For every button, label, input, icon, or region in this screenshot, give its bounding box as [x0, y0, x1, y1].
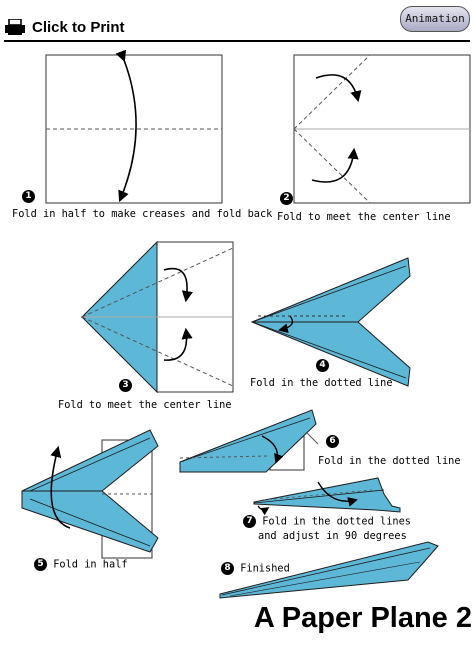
step-2-diagram	[294, 55, 470, 203]
step-8-caption: Finished	[240, 562, 290, 575]
step-7-caption: Fold in the dotted lines	[262, 515, 411, 528]
step-4-diagram	[252, 258, 410, 386]
step-3-diagram	[82, 242, 233, 392]
step-6-diagram	[180, 410, 318, 472]
step-2-number: 2	[280, 192, 293, 205]
step-4-number: 4	[316, 359, 329, 372]
step-6-caption: Fold in the dotted line	[318, 455, 461, 467]
step-5-label	[34, 558, 128, 572]
step-7-caption-line2: and adjust in 90 degrees	[258, 530, 407, 542]
step-1-diagram	[46, 55, 222, 203]
step-3-number: 3	[119, 379, 132, 392]
step-3-caption: Fold to meet the center line	[58, 399, 232, 411]
animation-button[interactable]: Animation	[400, 6, 470, 32]
print-label: Click to Print	[32, 18, 125, 36]
step-5-diagram	[22, 430, 158, 558]
step-8-label	[221, 562, 290, 576]
step-7-diagram	[254, 478, 400, 512]
step-1-number: 1	[22, 190, 35, 203]
step-5-caption: Fold in half	[53, 558, 128, 571]
page-title: A Paper Plane 2	[253, 602, 472, 634]
step-2-caption: Fold to meet the center line	[277, 211, 451, 223]
step-1-caption: Fold in half to make creases and fold back	[12, 208, 273, 220]
step-8-number: 8	[221, 562, 234, 575]
step-7-label	[243, 515, 411, 529]
step-4-caption: Fold in the dotted line	[250, 377, 393, 389]
step-5-number: 5	[34, 558, 47, 571]
step-7-number: 7	[243, 515, 256, 528]
step-6-number: 6	[326, 435, 339, 448]
